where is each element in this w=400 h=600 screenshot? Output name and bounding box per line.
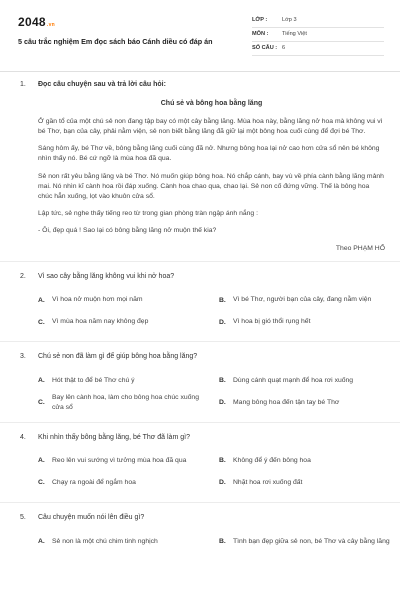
question-text: Vì sao cây bằng lăng không vui khi nở hoa? xyxy=(38,272,175,280)
option-text: Sẻ non là một chú chim tinh nghịch xyxy=(52,537,158,545)
header-divider xyxy=(0,71,400,72)
option-letter: C. xyxy=(38,318,45,326)
story-paragraph: - Ôi, đẹp quá ! Sao lại có bông bằng lăng nở muộn thế kia? xyxy=(38,227,217,235)
option-text: Không để ý đến bông hoa xyxy=(233,457,311,465)
option-b[interactable] xyxy=(219,450,392,472)
option-letter: B. xyxy=(219,377,226,385)
question-divider xyxy=(0,261,400,262)
question-2 xyxy=(20,272,385,281)
question-5 xyxy=(20,513,385,522)
option-text: Chạy ra ngoài để ngắm hoa xyxy=(52,479,136,487)
meta-row-grade xyxy=(252,14,384,28)
option-letter: C. xyxy=(38,479,45,487)
option-letter: B. xyxy=(219,537,226,545)
option-c[interactable] xyxy=(38,311,211,333)
meta-label: MÔN : xyxy=(252,30,269,37)
option-letter: A. xyxy=(38,296,45,304)
site-logo[interactable] xyxy=(18,14,55,30)
option-text: Vì hoa bị gió thổi rụng hết xyxy=(233,318,311,326)
options-grid xyxy=(20,530,390,552)
options-grid xyxy=(20,289,385,333)
option-text: Hót thật to để bé Thơ chú ý xyxy=(52,376,135,384)
story-paragraph: Lập tức, sẻ nghe thấy tiếng reo từ trong gian phòng tràn ngập ánh nắng : xyxy=(38,210,258,218)
option-c[interactable] xyxy=(38,392,211,414)
option-d[interactable] xyxy=(219,472,392,494)
question-1 xyxy=(20,80,385,253)
option-c[interactable] xyxy=(38,472,211,494)
question-divider xyxy=(0,341,400,342)
story-paragraph: Sáng hôm ấy, bé Thơ về, bông bằng lăng cuối cùng đã nở. Nhưng bông hoa lại nở cao hơn cửa sổ nên bé không nhìn thấy nó. Bé cứ ngỡ là mùa hoa đã qua. xyxy=(38,145,380,163)
option-letter: B. xyxy=(219,296,226,304)
question-number: 4. xyxy=(20,433,26,441)
option-d[interactable] xyxy=(219,311,392,333)
meta-label: SỐ CÂU : xyxy=(252,44,278,51)
option-text: Mang bông hoa đến tận tay bé Thơ xyxy=(233,398,340,406)
option-text: Vì bé Thơ, người bạn của cây, đang nằm viện xyxy=(233,296,372,304)
option-text: Nhặt hoa rơi xuống đất xyxy=(233,479,303,487)
meta-row-subject xyxy=(252,28,384,42)
option-b[interactable] xyxy=(219,370,392,392)
option-b[interactable] xyxy=(219,289,392,311)
option-a[interactable] xyxy=(38,530,211,552)
option-letter: A. xyxy=(38,537,45,545)
option-letter: D. xyxy=(219,479,226,487)
option-text: Reo lên vui sướng vì tưởng mùa hoa đã qua xyxy=(52,457,187,465)
option-letter: A. xyxy=(38,457,45,465)
option-letter: D. xyxy=(219,318,226,326)
option-text: Vì mùa hoa năm nay không đẹp xyxy=(52,318,149,326)
question-text: Khi nhìn thấy bông bằng lăng, bé Thơ đã làm gì? xyxy=(38,433,190,441)
question-text: Chú sẻ non đã làm gì để giúp bông hoa bằng lăng? xyxy=(38,353,198,361)
option-d[interactable] xyxy=(219,392,392,414)
option-letter: A. xyxy=(38,377,45,385)
option-text: Tình bạn đẹp giữa sẻ non, bé Thơ và cây bằng lăng xyxy=(233,537,390,545)
question-list xyxy=(20,80,390,552)
meta-value: 6 xyxy=(282,44,286,51)
option-a[interactable] xyxy=(38,450,211,472)
question-divider xyxy=(0,502,400,503)
story-title: Chú sẻ và bông hoa bằng lăng xyxy=(160,100,263,108)
story-author: Theo PHẠM HỔ xyxy=(335,244,385,252)
options-grid xyxy=(20,370,385,414)
logo-suffix: .vn xyxy=(46,22,56,28)
option-b[interactable] xyxy=(219,530,392,552)
option-text: Dùng cánh quạt mạnh để hoa rơi xuống xyxy=(233,376,354,384)
options-grid xyxy=(20,450,385,494)
option-letter: C. xyxy=(38,399,45,407)
question-4 xyxy=(20,433,385,442)
question-text: Câu chuyện muốn nói lên điều gì? xyxy=(38,514,145,522)
question-number: 1. xyxy=(20,81,26,88)
meta-value: Tiếng Việt xyxy=(282,30,307,37)
page-header xyxy=(16,10,384,62)
meta-value: Lớp 3 xyxy=(282,16,297,23)
option-text: Vì hoa nở muộn hơn mọi năm xyxy=(52,296,143,304)
question-divider xyxy=(0,422,400,423)
story-paragraph: Sẻ non rất yêu bằng lăng và bé Thơ. Nó muốn giúp bông hoa. Nó chắp cánh, bay vù về phía cành bằng lăng mảnh mai. Nó nhìn kĩ cành hoa rồi đáp xuống. Cành hoa chao qua, chao lại. Sẻ non cố đứng vững. Thế là bông hoa chúc hẳn xuống, lọt vào khuôn cửa sổ. xyxy=(38,172,384,200)
question-number: 3. xyxy=(20,353,26,361)
logo-text: 2048 xyxy=(18,15,46,29)
option-letter: B. xyxy=(219,457,226,465)
question-number: 2. xyxy=(20,272,26,280)
question-3 xyxy=(20,352,385,361)
question-prompt: Đọc câu chuyện sau và trả lời câu hỏi: xyxy=(38,81,166,88)
question-number: 5. xyxy=(20,514,26,522)
option-letter: D. xyxy=(219,399,226,407)
option-a[interactable] xyxy=(38,370,211,392)
option-a[interactable] xyxy=(38,289,211,311)
story-paragraph: Ở gần tổ của một chú sẻ non đang tập bay có một cây bằng lăng. Mùa hoa này, bằng lăng nở hoa mà không vui vì bé Thơ, bạn của cây, phải nằm viện, sẻ non biết bằng lăng đã giữ lại một bông hoa cuối cùng để đợi bé Thơ. xyxy=(38,117,383,136)
meta-row-count xyxy=(252,42,384,56)
meta-label: LỚP : xyxy=(252,16,268,23)
option-text: Bay lên cành hoa, làm cho bông hoa chúc xuống cửa sổ xyxy=(52,394,199,411)
document-title: 5 câu trắc nghiệm Em đọc sách báo Cánh diều có đáp án xyxy=(18,37,213,46)
meta-table xyxy=(252,14,384,56)
